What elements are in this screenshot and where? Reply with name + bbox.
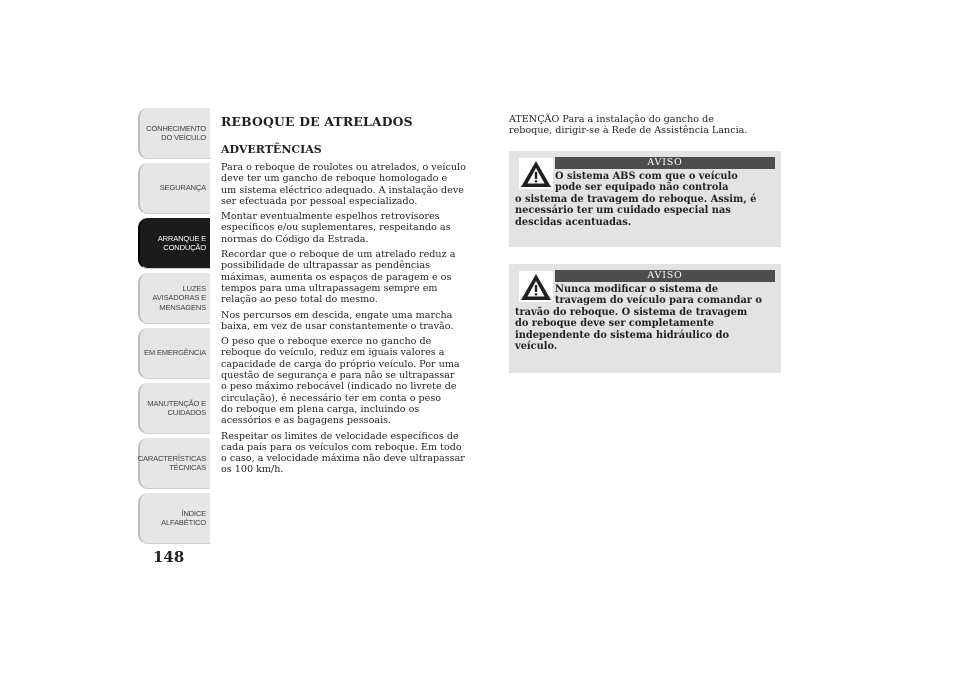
tab-label: CONHECIMENTO DO VEÍCULO bbox=[146, 123, 206, 142]
warning-text-line: independente do sistema hidráulico do bbox=[515, 329, 730, 341]
warning-text-line: Nunca modificar o sistema de bbox=[555, 284, 719, 295]
tab-label: MANUTENÇÃO E CUIDADOS bbox=[147, 398, 206, 417]
tab-label: ÍNDICE ALFABÉTICO bbox=[161, 508, 206, 527]
tab-em-emergencia[interactable] bbox=[138, 328, 210, 379]
subsection-title: ADVERTÊNCIAS bbox=[221, 143, 322, 156]
tab-seguranca[interactable] bbox=[138, 163, 210, 214]
tab-label: EM EMERGÊNCIA bbox=[144, 348, 206, 358]
warning-text-line: pode ser equipado não controla bbox=[555, 182, 729, 194]
section-title: REBOQUE DE ATRELADOS bbox=[221, 114, 413, 129]
tab-label: CARACTERÍSTICAS TÉCNICAS bbox=[137, 453, 206, 472]
warning-text-line: travão do reboque. O sistema de travagem bbox=[515, 306, 748, 318]
paragraph: Nos percursos em descida, engate uma marcha baixa, em vez de usar constantemente o travão. bbox=[221, 309, 454, 332]
warning-heading: AVISO bbox=[555, 157, 775, 169]
main-column-right bbox=[509, 114, 781, 137]
warning-box bbox=[509, 151, 781, 247]
section-tabs bbox=[138, 108, 210, 548]
warning-text-line: necessário ter um cuidado especial nas bbox=[515, 205, 731, 217]
tab-conhecimento-do-veiculo[interactable] bbox=[138, 108, 210, 159]
tab-caracteristicas-tecnicas[interactable] bbox=[138, 438, 210, 489]
warning-box bbox=[509, 264, 781, 373]
tab-arranque-e-conducao[interactable] bbox=[138, 218, 210, 269]
warning-text bbox=[515, 171, 775, 228]
tab-label: LUZES AVISADORAS E MENSAGENS bbox=[152, 283, 206, 312]
tab-indice-alfabetico[interactable] bbox=[138, 493, 210, 544]
warning-heading: AVISO bbox=[555, 270, 775, 282]
paragraph: Respeitar os limites de velocidade específicos de cada país para os veículos com reboque. Em todo o caso, a velocidade máxima não deve ultrapassar os 100 km/h. bbox=[221, 430, 465, 476]
page-number: 148 bbox=[153, 548, 185, 566]
warning-text-line: veículo. bbox=[515, 341, 558, 353]
tab-manutencao-e-cuidados[interactable] bbox=[138, 383, 210, 434]
paragraph: Recordar que o reboque de um atrelado reduz a possibilidade de ultrapassar as pendências máximas, aumenta os espaços de paragem e os tempos para uma ultrapassagem sempre em relação ao peso total do mesmo. bbox=[221, 249, 456, 306]
warning-text bbox=[515, 284, 775, 352]
attention-note: ATENÇÃO Para a instalação do gancho de reboque, dirigir-se à Rede de Assistência Lancia. bbox=[509, 114, 748, 137]
warning-text-line: O sistema ABS com que o veículo bbox=[555, 171, 738, 182]
warning-text-line: travagem do veículo para comandar o bbox=[555, 295, 762, 307]
warning-triangle-icon bbox=[519, 158, 553, 189]
warning-text-line: descidas acentuadas. bbox=[515, 216, 632, 228]
main-column-left bbox=[221, 114, 493, 480]
paragraph: Para o reboque de roulotes ou atrelados, o veículo deve ter um gancho de reboque homologado e um sistema eléctrico adequado. A instalação deve ser efectuada por pessoal especializado. bbox=[221, 162, 466, 207]
tab-label: ARRANQUE E CONDUÇÃO bbox=[157, 233, 206, 252]
paragraph: O peso que o reboque exerce no gancho de reboque do veículo, reduz em iguais valores a capacidade de carga do próprio veículo. Por uma questão de segurança e para não se ultrapassar o peso máximo rebocável (indicado no livrete de circulação), é necessário ter em conta o peso do reboque em plena carga, incluindo os acessórios e as bagagens pessoais. bbox=[221, 336, 460, 427]
paragraph: Montar eventualmente espelhos retrovisores específicos e/ou suplementares, respeitando as normas do Código da Estrada. bbox=[221, 211, 451, 245]
warning-text-line: o sistema de travagem do reboque. Assim, é bbox=[515, 193, 757, 205]
warning-triangle-icon bbox=[519, 271, 553, 302]
tab-luzes-avisadoras[interactable] bbox=[138, 273, 210, 324]
tab-label: SEGURANÇA bbox=[159, 183, 206, 193]
warning-text-line: do reboque deve ser completamente bbox=[515, 318, 714, 330]
